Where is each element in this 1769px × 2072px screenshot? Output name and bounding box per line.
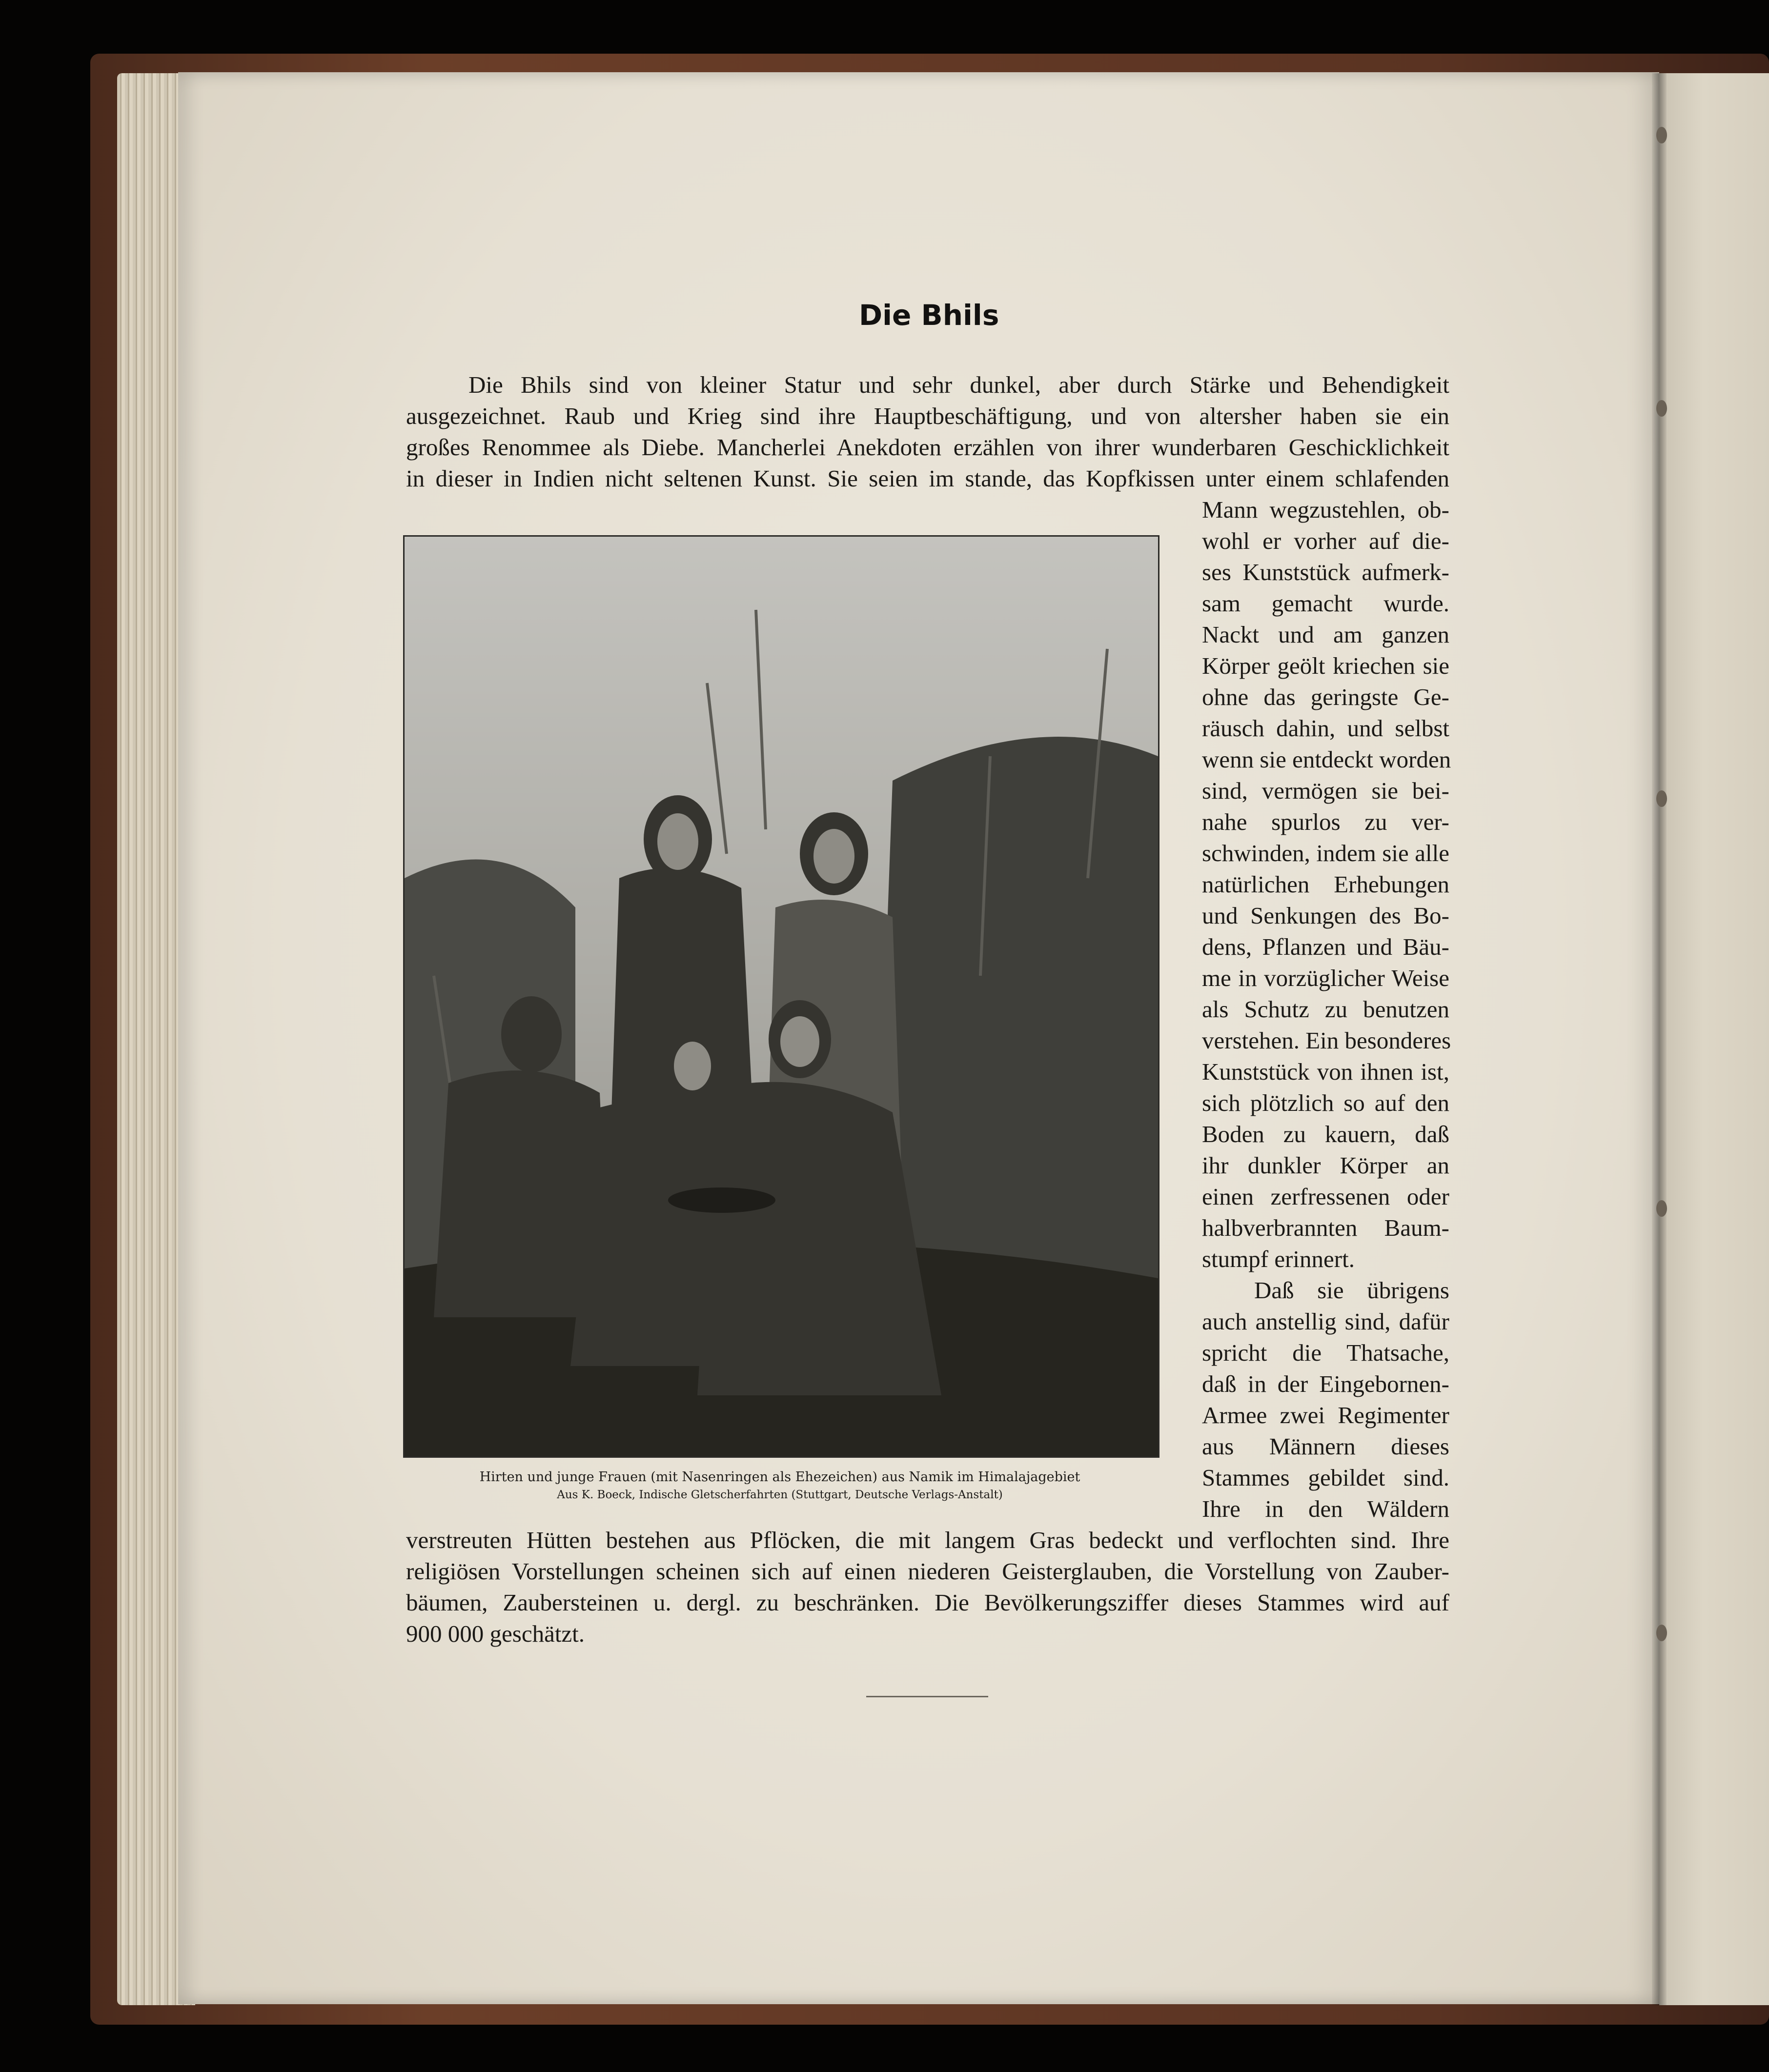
text-line: wenn sie entdeckt worden	[1202, 746, 1451, 773]
text-line: ses Kunststück aufmerk-	[1202, 559, 1449, 585]
binding-stitch	[1656, 1200, 1667, 1217]
text-line: und Senkungen des Bo-	[1202, 902, 1449, 929]
caption-text: Hirten und junge Frauen (mit Nasenringen als Ehezeichen) aus Namik im Himalajagebiet	[479, 1469, 1080, 1485]
text-line: Ihre in den Wäldern	[1202, 1495, 1449, 1522]
book-gutter	[1652, 73, 1667, 2005]
text-line: Stammes gebildet sind.	[1202, 1464, 1449, 1491]
binding-stitch	[1656, 400, 1667, 417]
next-page-edge	[1659, 73, 1769, 2005]
text-line: Mann wegzustehlen, ob-	[1202, 496, 1449, 523]
text-line: Daß sie übrigens	[1254, 1277, 1449, 1304]
text-line: Körper geölt kriechen sie	[1202, 652, 1449, 679]
caption-source: Aus K. Boeck, Indische Gletscherfahrten (Stuttgart, Deutsche Verlags-Anstalt)	[557, 1489, 1003, 1501]
text-line: me in vorzüglicher Weise	[1202, 965, 1449, 991]
binding-stitch	[1656, 790, 1667, 807]
text-line: Kunststück von ihnen ist,	[1202, 1058, 1449, 1085]
binding-stitch	[1656, 127, 1667, 143]
text-line: sind, vermögen sie bei-	[1202, 777, 1449, 804]
text-line: 900 000 geschätzt.	[406, 1620, 585, 1647]
text-line: großes Renommee als Diebe. Mancherlei Anekdoten erzählen von ihrer wunderbaren Geschicklichkeit	[406, 434, 1449, 461]
text-line: verstreuten Hütten bestehen aus Pflöcken, die mit langem Gras bedeckt und verflochten sind. Ihre	[406, 1527, 1449, 1553]
binding-stitch	[1656, 1625, 1667, 1641]
text-line: in dieser in Indien nicht seltenen Kunst. Sie seien im stande, das Kopfkissen unter einem schlafenden	[406, 465, 1449, 492]
text-line: ihr dunkler Körper an	[1202, 1152, 1449, 1179]
text-line: religiösen Vorstellungen scheinen sich auf einen niederen Geisterglauben, die Vorstellung von Zauber-	[406, 1558, 1449, 1585]
text-line: wohl er vorher auf die-	[1202, 527, 1449, 554]
text-line: auch anstellig sind, dafür	[1202, 1308, 1449, 1335]
text-line: stumpf erinnert.	[1202, 1246, 1355, 1272]
text-line: Nackt und am ganzen	[1202, 621, 1449, 648]
page-title: Die Bhils	[859, 299, 999, 332]
text-line: natürlichen Erhebungen	[1202, 871, 1449, 898]
text-line: dens, Pflanzen und Bäu-	[1202, 933, 1449, 960]
text-line: verstehen. Ein besonderes	[1202, 1027, 1451, 1054]
text-line: schwinden, indem sie alle	[1202, 840, 1449, 866]
text-line: ohne das geringste Ge-	[1202, 684, 1449, 710]
photo-caption	[403, 1469, 1157, 1501]
photograph	[403, 535, 1159, 1458]
text-line: sam gemacht wurde.	[1202, 590, 1449, 617]
text-line: sich plötzlich so auf den	[1202, 1089, 1449, 1116]
photo-illustration	[405, 537, 1158, 1456]
text-line: halbverbrannten Baum-	[1202, 1214, 1449, 1241]
text-line: aus Männern dieses	[1202, 1433, 1449, 1460]
text-line: bäumen, Zaubersteinen u. dergl. zu beschränken. Die Bevölkerungsziffer dieses Stammes wird auf	[406, 1589, 1449, 1616]
text-line: Die Bhils sind von kleiner Statur und sehr dunkel, aber durch Stärke und Behendigkeit	[468, 371, 1449, 398]
text-line: einen zerfressenen oder	[1202, 1183, 1449, 1210]
text-line: als Schutz zu benutzen	[1202, 996, 1449, 1023]
section-divider	[866, 1696, 988, 1697]
text-line: Armee zwei Regimenter	[1202, 1402, 1449, 1428]
text-line: nahe spurlos zu ver-	[1202, 808, 1449, 835]
text-line: spricht die Thatsache,	[1202, 1339, 1449, 1366]
text-line: räusch dahin, und selbst	[1202, 715, 1449, 742]
text-line: ausgezeichnet. Raub und Krieg sind ihre Hauptbeschäftigung, und von altersher haben sie ein	[406, 402, 1449, 429]
text-line: Boden zu kauern, daß	[1202, 1121, 1449, 1147]
text-line: daß in der Eingebornen-	[1202, 1370, 1449, 1397]
